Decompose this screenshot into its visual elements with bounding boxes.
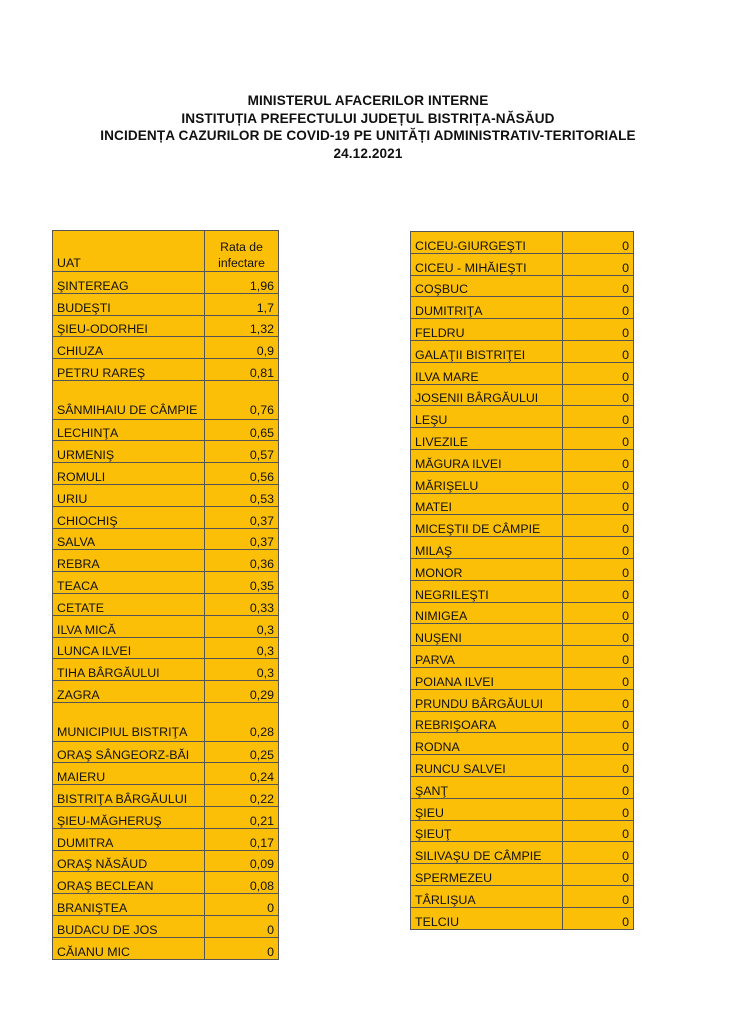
infection-rate-cell: 0 [563, 493, 634, 515]
uat-name-cell: FELDRU [411, 319, 563, 341]
infection-rate-cell: 0,21 [205, 806, 279, 828]
uat-name-cell: RODNA [411, 733, 563, 755]
infection-rate-cell: 1,32 [205, 315, 279, 337]
table-row [53, 506, 279, 528]
table-row [53, 637, 279, 659]
table-row [53, 894, 279, 916]
table-row [53, 828, 279, 850]
infection-rate-cell: 0 [563, 820, 634, 842]
infection-rate-cell: 0 [563, 537, 634, 559]
table-row [411, 428, 634, 450]
uat-name-cell: ŞINTEREAG [53, 272, 205, 294]
document-header [0, 92, 736, 162]
uat-name-cell: ORAŞ SÂNGEORZ-BĂI [53, 741, 205, 763]
table-row [411, 537, 634, 559]
table-row [53, 659, 279, 681]
uat-name-cell: JOSENII BÂRGĂULUI [411, 384, 563, 406]
table-row [411, 253, 634, 275]
uat-name-cell: ILVA MICĂ [53, 615, 205, 637]
table-row [411, 820, 634, 842]
infection-rate-cell: 0,9 [205, 337, 279, 359]
table-row [411, 340, 634, 362]
infection-rate-cell: 0 [563, 907, 634, 929]
uat-name-cell: NIMIGEA [411, 602, 563, 624]
uat-name-cell: ŞANŢ [411, 776, 563, 798]
infection-rate-cell: 0,17 [205, 828, 279, 850]
uat-name-cell: CHIUZA [53, 337, 205, 359]
table-row [411, 907, 634, 929]
table-row [53, 550, 279, 572]
uat-name-cell: URMENIŞ [53, 441, 205, 463]
uat-name-cell: BUDEŞTI [53, 293, 205, 315]
uat-name-cell: NUŞENI [411, 624, 563, 646]
infection-rate-cell: 0,36 [205, 550, 279, 572]
infection-rate-cell: 0 [563, 449, 634, 471]
table-row [411, 602, 634, 624]
uat-name-cell: SILIVAŞU DE CÂMPIE [411, 842, 563, 864]
infection-rate-cell: 0 [563, 340, 634, 362]
table-row [53, 702, 279, 741]
uat-name-cell: RUNCU SALVEI [411, 755, 563, 777]
uat-name-cell: POIANA ILVEI [411, 667, 563, 689]
infection-rate-cell: 0,37 [205, 528, 279, 550]
infection-rate-cell: 0,81 [205, 359, 279, 381]
table-row [53, 806, 279, 828]
uat-name-cell: LIVEZILE [411, 428, 563, 450]
uat-name-cell: REBRA [53, 550, 205, 572]
table-row [53, 359, 279, 381]
table-row [411, 646, 634, 668]
infection-rate-cell: 0,3 [205, 615, 279, 637]
infection-rate-cell: 0 [563, 711, 634, 733]
infection-rate-cell: 0,35 [205, 572, 279, 594]
uat-name-cell: SÂNMIHAIU DE CÂMPIE [53, 380, 205, 419]
uat-name-cell: LEŞU [411, 406, 563, 428]
infection-rate-cell: 0 [563, 275, 634, 297]
table-row [53, 293, 279, 315]
infection-rate-cell: 0,09 [205, 850, 279, 872]
incidence-table-left [52, 230, 279, 960]
table-row [411, 362, 634, 384]
uat-name-cell: MUNICIPIUL BISTRIŢA [53, 702, 205, 741]
infection-rate-cell: 0 [563, 798, 634, 820]
infection-rate-cell: 0,22 [205, 785, 279, 807]
infection-rate-cell: 0 [563, 297, 634, 319]
table-row [411, 384, 634, 406]
table-row [411, 319, 634, 341]
table-row [53, 741, 279, 763]
table-header-row [53, 231, 279, 272]
uat-name-cell: NEGRILEŞTI [411, 580, 563, 602]
uat-name-cell: DUMITRIŢA [411, 297, 563, 319]
table-row [411, 667, 634, 689]
table-row [411, 515, 634, 537]
infection-rate-cell: 0 [563, 689, 634, 711]
uat-name-cell: ZAGRA [53, 681, 205, 703]
infection-rate-cell: 0,28 [205, 702, 279, 741]
incidence-table-right [410, 231, 634, 930]
infection-rate-cell: 0 [205, 915, 279, 937]
infection-rate-cell: 0 [563, 471, 634, 493]
uat-name-cell: MILAŞ [411, 537, 563, 559]
uat-name-cell: TÂRLIŞUA [411, 885, 563, 907]
table-row [53, 937, 279, 959]
uat-name-cell: MICEŞTII DE CÂMPIE [411, 515, 563, 537]
table-row [53, 337, 279, 359]
infection-rate-cell: 0 [563, 580, 634, 602]
table-row [53, 463, 279, 485]
uat-name-cell: TELCIU [411, 907, 563, 929]
infection-rate-cell: 0,37 [205, 506, 279, 528]
table-row [53, 419, 279, 441]
table-row [411, 558, 634, 580]
table-row [411, 842, 634, 864]
infection-rate-cell: 0 [563, 232, 634, 254]
table-row [411, 275, 634, 297]
table-row [53, 785, 279, 807]
table-row [411, 755, 634, 777]
infection-rate-cell: 0,33 [205, 593, 279, 615]
infection-rate-cell: 0 [205, 937, 279, 959]
report-date: 24.12.2021 [333, 145, 403, 161]
uat-name-cell: URIU [53, 484, 205, 506]
infection-rate-cell: 0 [563, 776, 634, 798]
infection-rate-cell: 0,3 [205, 659, 279, 681]
column-header-uat: UAT [53, 231, 205, 272]
uat-name-cell: PARVA [411, 646, 563, 668]
uat-name-cell: REBRIŞOARA [411, 711, 563, 733]
uat-name-cell: ŞIEUŢ [411, 820, 563, 842]
table-row [53, 763, 279, 785]
uat-name-cell: CETATE [53, 593, 205, 615]
uat-name-cell: DUMITRA [53, 828, 205, 850]
table-row [411, 580, 634, 602]
infection-rate-cell: 0 [563, 362, 634, 384]
infection-rate-cell: 0 [563, 885, 634, 907]
table-row [411, 689, 634, 711]
infection-rate-cell: 0,24 [205, 763, 279, 785]
table-row [53, 315, 279, 337]
uat-name-cell: MAIERU [53, 763, 205, 785]
table-row [411, 449, 634, 471]
uat-name-cell: MATEI [411, 493, 563, 515]
infection-rate-cell: 0 [563, 319, 634, 341]
uat-name-cell: CĂIANU MIC [53, 937, 205, 959]
infection-rate-cell: 0,56 [205, 463, 279, 485]
table-row [53, 593, 279, 615]
table-row [53, 850, 279, 872]
uat-name-cell: ŞIEU-MĂGHERUŞ [53, 806, 205, 828]
uat-name-cell: SPERMEZEU [411, 864, 563, 886]
infection-rate-cell: 0 [563, 864, 634, 886]
infection-rate-cell: 0 [563, 667, 634, 689]
table-row [411, 297, 634, 319]
uat-name-cell: BRANIŞTEA [53, 894, 205, 916]
table-row [53, 681, 279, 703]
table-row [53, 915, 279, 937]
infection-rate-cell: 0 [563, 624, 634, 646]
infection-rate-cell: 0,25 [205, 741, 279, 763]
infection-rate-cell: 0,76 [205, 380, 279, 419]
uat-name-cell: BISTRIŢA BÂRGĂULUI [53, 785, 205, 807]
table-row [411, 864, 634, 886]
uat-name-cell: MONOR [411, 558, 563, 580]
table-row [411, 733, 634, 755]
infection-rate-cell: 0,57 [205, 441, 279, 463]
uat-name-cell: CICEU-GIURGEŞTI [411, 232, 563, 254]
uat-name-cell: SALVA [53, 528, 205, 550]
uat-name-cell: COŞBUC [411, 275, 563, 297]
infection-rate-cell: 0 [563, 842, 634, 864]
table-row [411, 471, 634, 493]
uat-name-cell: ROMULI [53, 463, 205, 485]
uat-name-cell: ILVA MARE [411, 362, 563, 384]
table-row [411, 624, 634, 646]
uat-name-cell: ŞIEU-ODORHEI [53, 315, 205, 337]
infection-rate-cell: 1,7 [205, 293, 279, 315]
table-row [53, 615, 279, 637]
uat-name-cell: PETRU RAREŞ [53, 359, 205, 381]
table-row [53, 572, 279, 594]
uat-name-cell: ORAŞ NĂSĂUD [53, 850, 205, 872]
infection-rate-cell: 0 [563, 558, 634, 580]
infection-rate-cell: 0 [563, 733, 634, 755]
column-header-rate: Rata de infectare [205, 231, 279, 272]
infection-rate-cell: 0 [563, 384, 634, 406]
table-row [53, 380, 279, 419]
uat-name-cell: TEACA [53, 572, 205, 594]
table-row [53, 272, 279, 294]
uat-name-cell: MĂRIŞELU [411, 471, 563, 493]
infection-rate-cell: 0,65 [205, 419, 279, 441]
infection-rate-cell: 0,08 [205, 872, 279, 894]
uat-name-cell: MĂGURA ILVEI [411, 449, 563, 471]
infection-rate-cell: 0 [563, 602, 634, 624]
table-row [411, 711, 634, 733]
uat-name-cell: BUDACU DE JOS [53, 915, 205, 937]
uat-name-cell: GALAŢII BISTRIŢEI [411, 340, 563, 362]
institution-title: INSTITUȚIA PREFECTULUI JUDEȚUL BISTRIȚA-NĂSĂUD [181, 110, 555, 126]
infection-rate-cell: 0,53 [205, 484, 279, 506]
infection-rate-cell: 0,3 [205, 637, 279, 659]
uat-name-cell: TIHA BÂRGĂULUI [53, 659, 205, 681]
uat-name-cell: ORAŞ BECLEAN [53, 872, 205, 894]
uat-name-cell: CICEU - MIHĂIEŞTI [411, 253, 563, 275]
uat-name-cell: PRUNDU BÂRGĂULUI [411, 689, 563, 711]
table-row [53, 441, 279, 463]
table-row [53, 484, 279, 506]
infection-rate-cell: 0,29 [205, 681, 279, 703]
infection-rate-cell: 0 [563, 428, 634, 450]
table-row [53, 528, 279, 550]
infection-rate-cell: 0 [563, 253, 634, 275]
infection-rate-cell: 0 [563, 646, 634, 668]
table-row [411, 493, 634, 515]
table-row [411, 406, 634, 428]
table-row [411, 885, 634, 907]
infection-rate-cell: 0 [563, 515, 634, 537]
uat-name-cell: ŞIEU [411, 798, 563, 820]
infection-rate-cell: 0 [563, 755, 634, 777]
infection-rate-cell: 0 [563, 406, 634, 428]
table-row [411, 798, 634, 820]
uat-name-cell: LECHINŢA [53, 419, 205, 441]
report-title: INCIDENȚA CAZURILOR DE COVID-19 PE UNITĂȚI ADMINISTRATIV-TERITORIALE [100, 128, 636, 143]
infection-rate-cell: 0 [205, 894, 279, 916]
ministry-title: MINISTERUL AFACERILOR INTERNE [247, 93, 489, 108]
table-row [411, 232, 634, 254]
uat-name-cell: LUNCA ILVEI [53, 637, 205, 659]
table-row [411, 776, 634, 798]
uat-name-cell: CHIOCHIŞ [53, 506, 205, 528]
table-row [53, 872, 279, 894]
infection-rate-cell: 1,96 [205, 272, 279, 294]
